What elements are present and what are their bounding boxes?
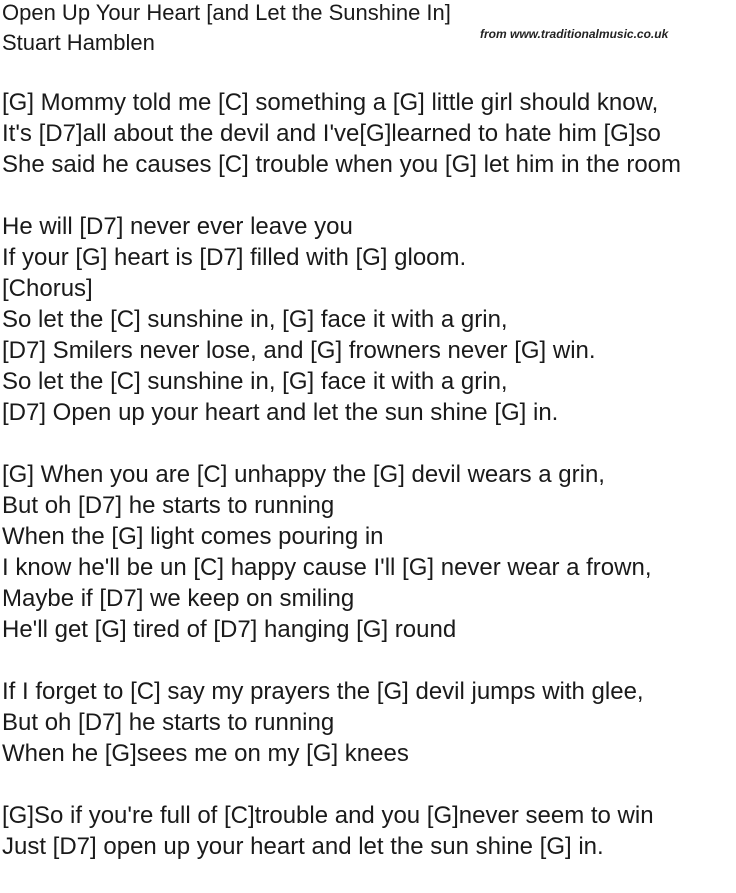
- artist-name: Stuart Hamblen: [2, 30, 155, 55]
- chorus-label: [Chorus]: [2, 275, 93, 302]
- lyric-line: It's [D7]all about the devil and I've[G]learned to hate him [G]so: [2, 120, 661, 147]
- lyric-line: If I forget to [C] say my prayers the [G] devil jumps with glee,: [2, 678, 644, 705]
- lyric-line: He'll get [G] tired of [D7] hanging [G] round: [2, 616, 457, 643]
- lyric-line: She said he causes [C] trouble when you [G] let him in the room: [2, 151, 682, 178]
- stanza-2: [2, 211, 736, 428]
- stanza-5: [2, 800, 736, 862]
- lyric-line: But oh [D7] he starts to running: [2, 492, 335, 519]
- lyric-line: [D7] Smilers never lose, and [G] frowners never [G] win.: [2, 337, 596, 364]
- stanza-1: [2, 87, 736, 180]
- lyric-line: [G] Mommy told me [C] something a [G] little girl should know,: [2, 89, 659, 116]
- lyric-line: When he [G]sees me on my [G] knees: [2, 740, 409, 767]
- lyric-line: When the [G] light comes pouring in: [2, 523, 384, 550]
- stanza-3: [2, 459, 736, 645]
- lyric-line: So let the [C] sunshine in, [G] face it with a grin,: [2, 368, 508, 395]
- lyric-line: If your [G] heart is [D7] filled with [G] gloom.: [2, 244, 467, 271]
- lyric-line: [G] When you are [C] unhappy the [G] devil wears a grin,: [2, 461, 605, 488]
- lyric-line: He will [D7] never ever leave you: [2, 213, 353, 240]
- lyric-line: I know he'll be un [C] happy cause I'll [G] never wear a frown,: [2, 554, 652, 581]
- source-credit: from www.traditionalmusic.co.uk: [480, 27, 669, 41]
- lyric-line: But oh [D7] he starts to running: [2, 709, 335, 736]
- lyric-line: [D7] Open up your heart and let the sun shine [G] in.: [2, 399, 559, 426]
- lyric-line: Just [D7] open up your heart and let the sun shine [G] in.: [2, 833, 604, 860]
- lyrics-body: [2, 87, 736, 893]
- lyric-line: So let the [C] sunshine in, [G] face it with a grin,: [2, 306, 508, 333]
- lyric-line: [G]So if you're full of [C]trouble and you [G]never seem to win: [2, 802, 654, 829]
- stanza-4: [2, 676, 736, 769]
- song-title: Open Up Your Heart [and Let the Sunshine In]: [2, 0, 451, 25]
- lyric-line: Maybe if [D7] we keep on smiling: [2, 585, 355, 612]
